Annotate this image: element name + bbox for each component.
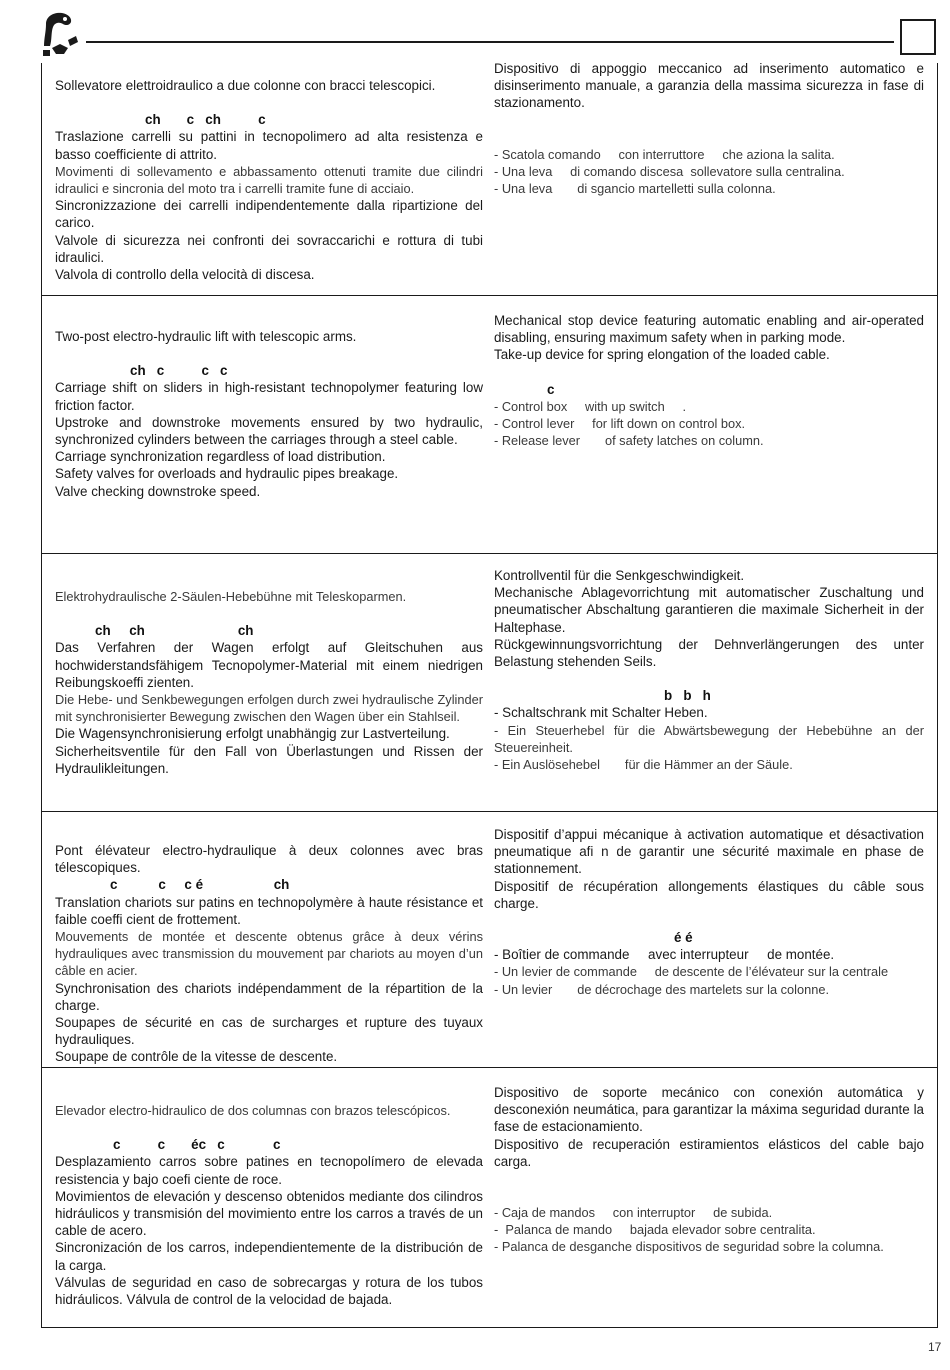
brand-logo-icon — [38, 10, 82, 58]
feature-paragraph: Rückgewinnungsvorrichtung der Dehnverlängerungen des unter Belastung stehenden Seils. — [494, 636, 924, 670]
heading-fragment: c — [547, 381, 555, 397]
description-line: Traslazione carrelli su pattini in tecnopolimero ad alta resistenza e basso coefficiente di attrito. — [55, 129, 483, 162]
description-line: Die Hebe- und Senkbewegungen erfolgen durch zwei hydraulische Zylinder mit synchronisierter Bewegung zwischen den Wagen über ein Stahlseil. — [55, 692, 483, 725]
description-line: Carriage synchronization regardless of load distribution. — [55, 449, 386, 465]
description-column — [55, 588, 483, 777]
description-line: Desplazamiento carros sobre patines en tecnopolímero de elevada resistencia y bajo coefi ciente de roce. — [55, 1154, 483, 1187]
feature-paragraph: Dispositif d’appui mécanique à activation automatique et désactivation pneumatique afi n de garantir une sécurité maximale en phase de stationnement. — [494, 827, 924, 877]
control-item: - Scatola comando con interruttore che aziona la salita. — [494, 146, 835, 162]
page-number: 17 — [928, 1340, 942, 1354]
description-line: Translation chariots sur patins en technopolymère à haute résistance et faible coeffi cient de frottement. — [55, 894, 483, 927]
description-line: Die Wagensynchronisierung erfolgt unabhängig zur Lastverteilung. — [55, 726, 450, 742]
description-line: Carriage shift on sliders in high-resistant technopolymer featuring low friction factor. — [55, 380, 483, 413]
features-column — [494, 1084, 924, 1256]
description-line: Movimientos de elevación y descenso obtenidos mediante dos cilindros hidráulicos y transmisión del movimiento entre los carros a través de un cable de acero. — [55, 1188, 483, 1239]
heading-fragment: c c éc c c — [113, 1137, 281, 1153]
section-title: Sollevatore elettroidraulico a due colonne con bracci telescopici. — [55, 78, 436, 93]
control-item: - Palanca de desganche dispositivos de seguridad sobre la columna. — [494, 1239, 884, 1255]
features-column — [494, 312, 924, 449]
section-title: Elektrohydraulische 2-Säulen-Hebebühne mit Teleskoparmen. — [55, 589, 407, 604]
description-column — [55, 1102, 483, 1308]
description-column — [55, 328, 483, 500]
control-item: - Ein Auslösehebel für die Hämmer an der Säule. — [494, 757, 793, 773]
feature-paragraph: Dispositivo de soporte mecánico con conexión automática y desconexión neumática, para garantizar la máxima seguridad durante la fase de estacionamiento. — [494, 1085, 924, 1135]
feature-paragraph: Mechanische Ablagevorrichtung mit automatischer Zuschaltung und pneumatischer Abschaltung garantieren die maximale Sicherheit in der Haltephase. — [494, 585, 924, 635]
control-item: - Una leva di comando discesa sollevatore sulla centralina. — [494, 163, 845, 179]
description-line: Valvole di sicurezza nei confronti dei sovraccarichi e rottura di tubi idraulici. — [55, 232, 483, 265]
section-title: Elevador electro-hidraulico de dos columnas con brazos telescópicos. — [55, 1103, 451, 1118]
description-line: Soupape de contrôle de la vitesse de descente. — [55, 1049, 338, 1065]
description-line: Valvola di controllo della velocità di discesa. — [55, 267, 315, 283]
description-line: Sicherheitsventile für den Fall von Überlastungen und Rissen der Hydraulikleitungen. — [55, 743, 483, 776]
description-line: Válvulas de seguridad en caso de sobrecargas y rotura de los tubos hidráulicos. Válvula de control de la velocidad de bajada. — [55, 1274, 483, 1308]
description-line: Safety valves for overloads and hydraulic pipes breakage. — [55, 466, 399, 482]
description-line: Soupapes de sécurité en cas de surcharges et rupture des tuyaux hydrauliques. — [55, 1015, 483, 1048]
control-item: - Schaltschrank mit Schalter Heben. — [494, 705, 708, 721]
description-column — [55, 842, 483, 1066]
heading-fragment: b b h — [664, 688, 711, 704]
heading-fragment: ch c ch c — [145, 112, 266, 128]
control-item: - Caja de mandos con interruptor de subida. — [494, 1205, 773, 1221]
description-line: Sincronizzazione dei carrelli indipendentemente dalla ripartizione del carico. — [55, 198, 483, 231]
section-row-en — [42, 296, 937, 554]
description-table — [41, 63, 938, 1328]
description-line: Das Verfahren der Wagen erfolgt auf Gleitschuhen aus hochwiderstandsfähigem Tecnopolymer-Material mit einem niedrigen Reibungskoeffi zienten. — [55, 640, 483, 690]
section-title: Pont élévateur electro-hydraulique à deux colonnes avec bras télescopiques. — [55, 843, 483, 876]
control-item: - Ein Steuerhebel für die Abwärtsbewegung der Hebebühne an der Steuereinheit. — [494, 722, 924, 755]
control-item: - Un levier de commande de descente de l’élévateur sur la centrale — [494, 964, 889, 980]
description-line: Synchronisation des chariots indépendamment de la répartition de la charge. — [55, 980, 483, 1013]
description-column — [55, 77, 483, 283]
control-item: - Control box with up switch . — [494, 398, 687, 414]
section-row-fr — [42, 812, 937, 1068]
feature-paragraph: Dispositivo de recuperación estiramientos elásticos del cable bajo carga. — [494, 1136, 924, 1169]
description-line: Mouvements de montée et descente obtenus grâce à deux vérins hydrauliques avec transmission du mouvement par chariots au moyen d’un câble en acier. — [55, 929, 483, 979]
description-line: Valve checking downstroke speed. — [55, 483, 261, 499]
section-row-es — [42, 1068, 937, 1328]
features-column — [494, 567, 924, 773]
feature-paragraph: Mechanical stop device featuring automatic enabling and air-operated disabling, ensuring maximum safety when in parking mode. — [494, 313, 924, 346]
feature-paragraph: Kontrollventil für die Senkgeschwindigkeit. — [494, 568, 745, 583]
header-rule — [86, 41, 894, 43]
description-line: Sincronización de los carros, independientemente de la distribución de la carga. — [55, 1240, 483, 1273]
feature-paragraph: Dispositivo di appoggio meccanico ad inserimento automatico e disinserimento manuale, a garanzia della massima sicurezza in fase di stazionamento. — [494, 61, 924, 111]
features-column — [494, 60, 924, 197]
heading-fragment: é é — [674, 930, 693, 946]
heading-fragment: ch c c c — [130, 363, 228, 379]
heading-fragment: c c c é ch — [110, 877, 290, 893]
control-item: - Una leva di sgancio martelletti sulla colonna. — [494, 181, 776, 197]
feature-paragraph: Dispositif de récupération allongements élastiques du câble sous charge. — [494, 878, 924, 911]
control-item: - Un levier de décrochage des martelets sur la colonne. — [494, 981, 830, 997]
description-line: Movimenti di sollevamento e abbassamento ottenuti tramite due cilindri idraulici e sincronia del moto tra i carrelli tramite fune di acciaio. — [55, 163, 483, 197]
control-item: - Palanca de mando bajada elevador sobre centralita. — [494, 1222, 816, 1238]
section-title: Two-post electro-hydraulic lift with telescopic arms. — [55, 329, 357, 344]
features-column — [494, 826, 924, 998]
control-item: - Control lever for lift down on control box. — [494, 416, 746, 432]
description-line: Upstroke and downstroke movements ensured by two hydraulic, synchronized cylinders between the carriages through a steel cable. — [55, 414, 483, 448]
section-row-it — [42, 63, 937, 296]
feature-paragraph: Take-up device for spring elongation of the loaded cable. — [494, 347, 830, 363]
page-corner-box — [900, 19, 936, 55]
control-item: - Boîtier de commande avec interrupteur de montée. — [494, 947, 835, 963]
heading-fragment: ch ch ch — [95, 623, 254, 639]
control-item: - Release lever of safety latches on column. — [494, 433, 764, 449]
section-row-de — [42, 554, 937, 812]
